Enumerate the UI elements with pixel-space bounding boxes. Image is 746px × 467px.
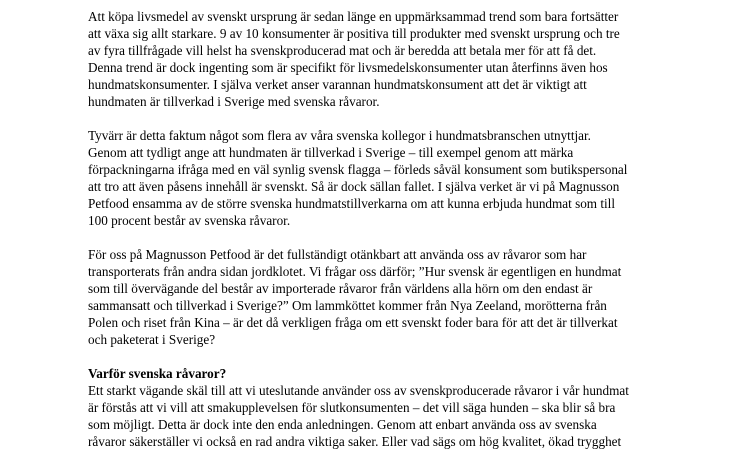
section-why-swedish	[88, 365, 718, 450]
text-line: sammansatt och tillverkad i Sverige?” Om lammköttet kommer från Nya Zeeland, morötterna från	[88, 298, 607, 313]
text-line: Ett starkt vägande skäl till att vi uteslutande använder oss av svenskproducerade råvaror i vår hundmat	[88, 383, 629, 398]
text-line: att växa sig allt starkare. 9 av 10 konsumenter är positiva till produkter med svenskt ursprung och tre	[88, 26, 620, 41]
text-line: För oss på Magnusson Petfood är det fullständigt otänkbart att använda oss av råvaror som har	[88, 247, 587, 262]
text-line: hundmaten är tillverkad i Sverige med svenska råvaror.	[88, 94, 380, 109]
text-line: som till övervägande del består av importerade råvaror från världens alla hörn om den endast är	[88, 281, 593, 296]
text-line: av fyra tillfrågade vill helst ha svenskproducerad mat och är beredda att betala mer för att få det.	[88, 43, 597, 58]
text-line: 100 procent består av svenska råvaror.	[88, 213, 291, 228]
text-line: Polen och riset från Kina – är det då verkligen fråga om ett svenskt foder bara för att det är tillverkat	[88, 315, 618, 330]
text-line: Tyvärr är detta faktum något som flera av våra svenska kollegor i hundmatsbranschen utnyttjar.	[88, 128, 591, 143]
paragraph-1	[88, 8, 718, 110]
text-line: är förstås att vi vill att smakupplevelsen för slutkonsumenten – det vill säga hunden – ska blir så bra	[88, 400, 616, 415]
document-page	[88, 8, 718, 467]
text-line: som möjligt. Detta är dock inte den enda anledningen. Genom att enbart använda oss av svenska	[88, 417, 597, 432]
text-line: att tro att även påsens innehåll är svenskt. Så är dock sällan fallet. I själva verket är vi på Magnusson	[88, 179, 620, 194]
text-line: transporterats från andra sidan jordklotet. Vi frågar oss därför; ”Hur svensk är egentligen en hundmat	[88, 264, 622, 279]
paragraph-2	[88, 127, 718, 229]
section-heading: Varför svenska råvaror?	[88, 366, 227, 381]
text-line: Petfood ensamma av de större svenska hundmatstillverkarna om att kunna erbjuda hundmat som till	[88, 196, 616, 211]
text-line: och paketerat i Sverige?	[88, 332, 216, 347]
text-line: råvaror säkerställer vi också en rad andra viktiga saker. Eller vad sägs om hög kvalitet, ökad trygghet	[88, 434, 622, 449]
text-line: förpackningarna ifråga med en väl synlig svensk flagga – förleds såväl konsument som butikspersonal	[88, 162, 628, 177]
text-line: Genom att tydligt ange att hundmaten är tillverkad i Sverige – till exempel genom att märka	[88, 145, 574, 160]
text-line: Att köpa livsmedel av svenskt ursprung är sedan länge en uppmärksammad trend som bara fortsätter	[88, 9, 619, 24]
text-line: hundmatskonsumenter. I själva verket anser varannan hundmatskonsument att det är viktigt att	[88, 77, 587, 92]
text-line: Denna trend är dock ingenting som är specifikt för livsmedelskonsumenter utan återfinns även hos	[88, 60, 608, 75]
paragraph-3	[88, 246, 718, 348]
